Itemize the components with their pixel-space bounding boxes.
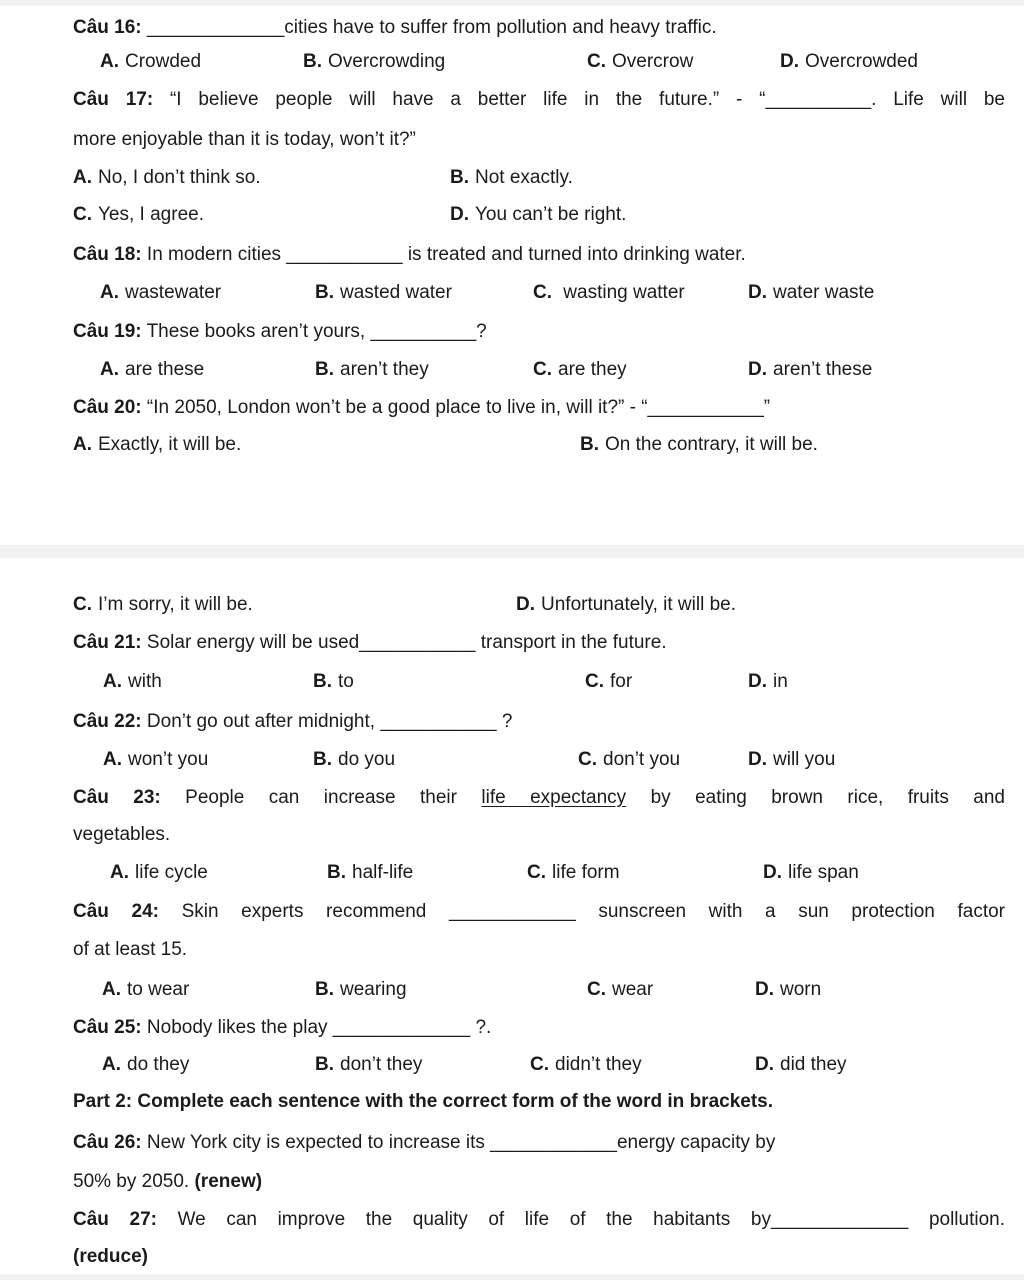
option-16-d-text: Overcrowded <box>805 51 918 72</box>
question-25-options <box>0 1046 1024 1084</box>
option-17-c-text: Yes, I agree. <box>98 204 204 225</box>
question-27-text1: We can improve the quality of life of the habitants by_____________ pollution. <box>156 1209 1005 1230</box>
option-16-c-text: Overcrow <box>612 51 694 72</box>
question-21-label: Câu 21: <box>73 632 142 653</box>
option-23-d-text: life span <box>788 862 859 883</box>
question-19 <box>73 313 1005 351</box>
option-25-a-letter: A. <box>102 1054 121 1075</box>
option-25-c <box>530 1046 642 1084</box>
option-16-a <box>100 43 201 81</box>
option-23-d <box>763 854 859 892</box>
option-24-c-letter: C. <box>587 979 606 1000</box>
option-17-c <box>73 196 204 234</box>
option-18-b-letter: B. <box>315 282 334 303</box>
question-26-line2 <box>73 1163 1005 1201</box>
question-19-text: These books aren’t yours, __________? <box>141 321 487 342</box>
option-22-c-letter: C. <box>578 749 597 770</box>
question-22-text: Don’t go out after midnight, ___________ ? <box>141 711 513 732</box>
question-26-label: Câu 26: <box>73 1132 142 1153</box>
option-17-a <box>73 159 261 197</box>
question-26-bracket-word: (renew) <box>194 1171 263 1192</box>
option-21-b-letter: B. <box>313 671 332 692</box>
question-26-text1: New York city is expected to increase its ____________energy capacity by <box>141 1132 776 1153</box>
option-16-c-letter: C. <box>587 51 606 72</box>
option-17-d-letter: D. <box>450 204 469 225</box>
option-19-c <box>533 351 627 389</box>
option-22-c-text: don’t you <box>603 749 681 770</box>
option-19-a <box>100 351 204 389</box>
option-16-b <box>303 43 445 81</box>
option-19-d-text: aren’t these <box>773 359 873 380</box>
question-24-line2 <box>73 931 1005 969</box>
question-16-options <box>0 43 1024 81</box>
option-20-b <box>580 426 818 464</box>
option-17-a-text: No, I don’t think so. <box>98 167 261 188</box>
question-18-label: Câu 18: <box>73 244 142 265</box>
option-20-c-letter: C. <box>73 594 92 615</box>
option-18-d-text: water waste <box>773 282 875 303</box>
option-19-c-text: are they <box>558 359 627 380</box>
option-23-c-letter: C. <box>527 862 546 883</box>
option-25-c-text: didn’t they <box>555 1054 642 1075</box>
option-19-a-letter: A. <box>100 359 119 380</box>
option-24-c-text: wear <box>612 979 654 1000</box>
option-18-c <box>533 274 685 312</box>
question-27-label: Câu 27: <box>73 1209 157 1230</box>
question-21-text: Solar energy will be used___________ transport in the future. <box>141 632 667 653</box>
question-20 <box>73 389 1005 427</box>
question-24-text2: of at least 15. <box>73 939 188 960</box>
question-24-options <box>0 971 1024 1009</box>
option-23-a-text: life cycle <box>135 862 208 883</box>
question-24-text1: Skin experts recommend ____________ sunscreen with a sun protection factor <box>158 901 1005 922</box>
option-16-b-letter: B. <box>303 51 322 72</box>
option-23-c-text: life form <box>552 862 620 883</box>
option-22-d-text: will you <box>773 749 836 770</box>
option-22-a <box>103 741 208 779</box>
option-20-c <box>73 586 253 624</box>
question-23-label: Câu 23: <box>73 787 161 808</box>
question-27-line1 <box>73 1201 1005 1239</box>
option-23-d-letter: D. <box>763 862 782 883</box>
option-19-d-letter: D. <box>748 359 767 380</box>
question-17-text1: “I believe people will have a better life in the future.” - “__________. Life will be <box>153 89 1005 110</box>
option-21-a-text: with <box>128 671 162 692</box>
question-23-text2: vegetables. <box>73 824 171 845</box>
option-22-b-letter: B. <box>313 749 332 770</box>
option-20-d-letter: D. <box>516 594 535 615</box>
option-24-a-text: to wear <box>127 979 190 1000</box>
option-17-b-text: Not exactly. <box>475 167 573 188</box>
option-21-d-text: in <box>773 671 788 692</box>
question-23-line2 <box>73 816 1005 854</box>
question-18 <box>73 236 1005 274</box>
option-21-c <box>585 663 632 701</box>
option-25-b-text: don’t they <box>340 1054 423 1075</box>
question-26-text2: 50% by 2050. <box>73 1171 195 1192</box>
option-19-b <box>315 351 429 389</box>
option-25-b-letter: B. <box>315 1054 334 1075</box>
question-24-line1 <box>73 893 1005 931</box>
option-18-a-letter: A. <box>100 282 119 303</box>
option-20-d <box>516 586 736 624</box>
option-16-c <box>587 43 693 81</box>
option-24-a-letter: A. <box>102 979 121 1000</box>
option-22-b-text: do you <box>338 749 396 770</box>
page-top-edge <box>0 0 1024 6</box>
option-25-c-letter: C. <box>530 1054 549 1075</box>
option-23-b-letter: B. <box>327 862 346 883</box>
option-21-a-letter: A. <box>103 671 122 692</box>
option-21-d <box>748 663 788 701</box>
option-20-a <box>73 426 241 464</box>
question-23-line1 <box>73 779 1005 817</box>
question-16 <box>73 9 1005 47</box>
option-24-c <box>587 971 653 1009</box>
option-22-d-letter: D. <box>748 749 767 770</box>
option-22-b <box>313 741 395 779</box>
option-23-b <box>327 854 413 892</box>
option-24-d-text: worn <box>780 979 822 1000</box>
question-18-options <box>0 274 1024 312</box>
page-break-band <box>0 545 1024 558</box>
option-16-b-text: Overcrowding <box>328 51 446 72</box>
question-23-post: by eating brown rice, fruits and <box>626 787 1005 808</box>
option-21-b-text: to <box>338 671 354 692</box>
question-20-text: “In 2050, London won’t be a good place to live in, will it?” - “___________” <box>141 397 771 418</box>
question-22 <box>73 703 1005 741</box>
option-23-c <box>527 854 620 892</box>
option-24-d-letter: D. <box>755 979 774 1000</box>
option-16-d <box>780 43 918 81</box>
option-20-d-text: Unfortunately, it will be. <box>541 594 737 615</box>
option-19-d <box>748 351 872 389</box>
question-25 <box>73 1009 1005 1047</box>
option-24-b <box>315 971 407 1009</box>
option-17-d-text: You can’t be right. <box>475 204 627 225</box>
option-18-c-letter: C. <box>533 282 552 303</box>
question-20-options-cd <box>0 586 1024 624</box>
part2-heading-text: Part 2: Complete each sentence with the correct form of the word in brackets. <box>73 1091 774 1112</box>
option-21-d-letter: D. <box>748 671 767 692</box>
option-17-d <box>450 196 626 234</box>
question-19-options <box>0 351 1024 389</box>
option-18-d <box>748 274 874 312</box>
question-17-line1 <box>73 81 1005 119</box>
question-17-label: Câu 17: <box>73 89 154 110</box>
option-25-a-text: do they <box>127 1054 190 1075</box>
option-23-b-text: half-life <box>352 862 414 883</box>
question-22-options <box>0 741 1024 779</box>
option-23-a-letter: A. <box>110 862 129 883</box>
option-18-b-text: wasted water <box>340 282 452 303</box>
option-22-a-letter: A. <box>103 749 122 770</box>
option-18-a <box>100 274 221 312</box>
question-22-label: Câu 22: <box>73 711 142 732</box>
option-25-a <box>102 1046 189 1084</box>
question-23-pre: People can increase their <box>160 787 482 808</box>
option-19-b-text: aren’t they <box>340 359 429 380</box>
option-17-b-letter: B. <box>450 167 469 188</box>
part2-heading <box>73 1083 1005 1121</box>
question-23-underlined-term: life expectancy <box>481 787 627 808</box>
option-24-b-letter: B. <box>315 979 334 1000</box>
option-22-c <box>578 741 680 779</box>
option-25-d-letter: D. <box>755 1054 774 1075</box>
option-22-d <box>748 741 835 779</box>
option-16-d-letter: D. <box>780 51 799 72</box>
option-17-b <box>450 159 573 197</box>
option-20-a-letter: A. <box>73 434 92 455</box>
question-21 <box>73 624 1005 662</box>
option-18-c-text: wasting watter <box>558 282 685 303</box>
option-21-c-text: for <box>610 671 633 692</box>
option-21-a <box>103 663 162 701</box>
option-16-a-letter: A. <box>100 51 119 72</box>
question-24-label: Câu 24: <box>73 901 159 922</box>
question-19-label: Câu 19: <box>73 321 142 342</box>
question-25-label: Câu 25: <box>73 1017 142 1038</box>
question-25-text: Nobody likes the play _____________ ?. <box>141 1017 492 1038</box>
option-16-a-text: Crowded <box>125 51 202 72</box>
option-25-d-text: did they <box>780 1054 847 1075</box>
question-20-label: Câu 20: <box>73 397 142 418</box>
option-24-b-text: wearing <box>340 979 407 1000</box>
option-22-a-text: won’t you <box>128 749 209 770</box>
option-21-b <box>313 663 354 701</box>
question-18-text: In modern cities ___________ is treated and turned into drinking water. <box>141 244 746 265</box>
option-20-a-text: Exactly, it will be. <box>98 434 242 455</box>
option-25-b <box>315 1046 422 1084</box>
option-20-c-text: I’m sorry, it will be. <box>98 594 253 615</box>
option-20-b-letter: B. <box>580 434 599 455</box>
question-27-line2 <box>73 1238 1005 1276</box>
option-20-b-text: On the contrary, it will be. <box>605 434 818 455</box>
option-19-a-text: are these <box>125 359 205 380</box>
option-24-a <box>102 971 189 1009</box>
option-19-c-letter: C. <box>533 359 552 380</box>
option-21-c-letter: C. <box>585 671 604 692</box>
option-23-a <box>110 854 208 892</box>
question-16-label: Câu 16: <box>73 17 142 38</box>
option-18-b <box>315 274 452 312</box>
question-16-text: _____________cities have to suffer from pollution and heavy traffic. <box>141 17 717 38</box>
option-19-b-letter: B. <box>315 359 334 380</box>
question-27-bracket-word: (reduce) <box>73 1246 148 1267</box>
option-25-d <box>755 1046 847 1084</box>
option-17-a-letter: A. <box>73 167 92 188</box>
question-26-line1 <box>73 1124 1005 1162</box>
option-18-a-text: wastewater <box>125 282 222 303</box>
option-24-d <box>755 971 821 1009</box>
question-17-options-cd <box>0 196 1024 234</box>
option-18-d-letter: D. <box>748 282 767 303</box>
question-23-options <box>0 854 1024 892</box>
question-20-options-ab <box>0 426 1024 464</box>
question-17-options-ab <box>0 159 1024 197</box>
question-21-options <box>0 663 1024 701</box>
question-17-text2: more enjoyable than it is today, won’t it?” <box>73 129 416 150</box>
option-17-c-letter: C. <box>73 204 92 225</box>
question-17-line2 <box>73 121 1005 159</box>
